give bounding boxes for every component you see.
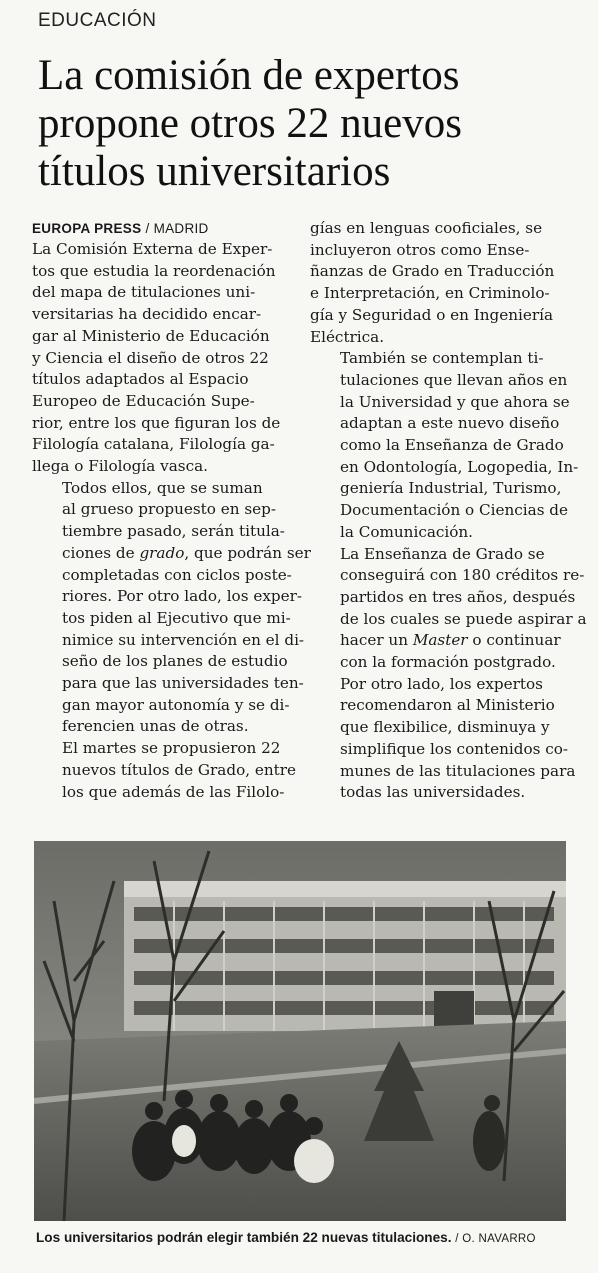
headline	[38, 52, 578, 196]
headline-line: propone otros 22 nuevos	[38, 100, 462, 147]
paragraph-line: El martes se propusieron 22	[62, 739, 281, 758]
paragraph-line: munes de las titulaciones para	[340, 761, 576, 780]
paragraph-line: del mapa de titulaciones uni-	[32, 283, 256, 302]
paragraph-line: con la formación postgrado.	[340, 653, 556, 672]
paragraph-line: para que las universidades ten-	[62, 674, 304, 693]
paragraph-line: como la Enseñanza de Grado	[340, 436, 564, 455]
paragraph-line: Europeo de Educación Supe-	[32, 391, 255, 410]
paragraph-line: Por otro lado, los expertos	[340, 674, 543, 693]
paragraph-line: seño de los planes de estudio	[62, 652, 288, 671]
italic-term: grado	[139, 543, 185, 562]
paragraph-line: que flexibilice, disminuya y	[340, 718, 550, 737]
paragraph-line: la Comunicación.	[340, 522, 474, 541]
paragraph-line: llega o Filología vasca.	[32, 457, 208, 476]
paragraph	[310, 674, 576, 804]
paragraph-line: los que además de las Filolo-	[62, 782, 285, 801]
paragraph	[32, 239, 290, 478]
paragraph-line: ciones de grado, que podrán ser	[62, 543, 311, 562]
paragraph-line: rior, entre los que figuran los de	[32, 413, 281, 432]
paragraph-line: gías en lenguas cooficiales, se	[310, 219, 543, 237]
paragraph-line: incluyeron otros como Ense-	[310, 240, 530, 259]
paragraph	[32, 738, 296, 803]
paragraph-line: Filología catalana, Filología ga-	[32, 435, 275, 454]
section-label: EDUCACIÓN	[38, 10, 157, 31]
paragraph-line: Eléctrica.	[310, 327, 385, 346]
paragraph-line: También se contemplan ti-	[340, 349, 544, 368]
paragraph-line: conseguirá con 180 créditos re-	[340, 566, 585, 585]
byline-separator: /	[145, 221, 150, 236]
paragraph-line: La Comisión Externa de Exper-	[32, 240, 273, 258]
paragraph-line: hacer un Master o continuar	[340, 631, 561, 650]
paragraph-line: nuevos títulos de Grado, entre	[62, 760, 296, 779]
paragraph-line: tiembre pasado, serán titula-	[62, 522, 285, 541]
paragraph-line: simplifique los contenidos co-	[340, 739, 568, 758]
photo-credit: / O. NAVARRO	[455, 1233, 536, 1245]
paragraph-line: Documentación o Ciencias de	[340, 501, 569, 520]
paragraph-line: todas las universidades.	[340, 783, 526, 802]
paragraph-line: riores. Por otro lado, los exper-	[62, 587, 302, 606]
italic-term: Master	[412, 631, 468, 650]
paragraph-line: títulos adaptados al Espacio	[32, 370, 249, 389]
paragraph	[310, 348, 579, 543]
paragraph-line: gar al Ministerio de Educación	[32, 326, 270, 345]
paragraph-line: recomendaron al Ministerio	[340, 696, 555, 715]
paragraph-line: al grueso propuesto en sep-	[62, 500, 276, 519]
byline-agency: EUROPA PRESS	[32, 221, 142, 236]
paragraph	[310, 218, 568, 348]
paragraph-line: de los cuales se puede aspirar a	[340, 609, 587, 628]
paragraph-line: en Odontología, Logopedia, In-	[340, 457, 579, 476]
paragraph-line: adaptan a este nuevo diseño	[340, 414, 560, 433]
paragraph-line: la Universidad y que ahora se	[340, 392, 570, 411]
paragraph-line: completadas con ciclos poste-	[62, 565, 292, 584]
photo-caption	[36, 1230, 566, 1245]
campus-photo	[34, 841, 566, 1221]
paragraph-line: tos piden al Ejecutivo que mi-	[62, 608, 291, 627]
paragraph-line: y Ciencia el diseño de otros 22	[32, 348, 269, 367]
headline-line: títulos universitarios	[38, 148, 391, 195]
paragraph-line: Todos ellos, que se suman	[62, 478, 263, 497]
right-column	[310, 218, 587, 804]
campus-photo-image	[34, 841, 566, 1221]
paragraph-line: geniería Industrial, Turismo,	[340, 479, 562, 498]
paragraph	[310, 544, 587, 674]
paragraph-line: versitarias ha decidido encar-	[32, 305, 262, 324]
headline-line: La comisión de expertos	[38, 52, 460, 99]
caption-text: Los universitarios podrán elegir también 22 nuevas titulaciones.	[36, 1230, 452, 1245]
byline	[32, 218, 290, 239]
paragraph-line: tulaciones que llevan años en	[340, 370, 568, 389]
paragraph-line: gía y Seguridad o en Ingeniería	[310, 305, 554, 324]
paragraph-line: ferencien unas de otras.	[62, 717, 249, 736]
paragraph	[32, 478, 311, 738]
left-column	[32, 218, 311, 803]
paragraph-line: tos que estudia la reordenación	[32, 261, 276, 280]
paragraph-line: gan mayor autonomía y se di-	[62, 695, 290, 714]
byline-city: MADRID	[153, 221, 209, 236]
paragraph-line: nimice su intervención en el di-	[62, 630, 305, 649]
paragraph-line: partidos en tres años, después	[340, 587, 576, 606]
paragraph-line: e Interpretación, en Criminolo-	[310, 284, 550, 303]
paragraph-line: La Enseñanza de Grado se	[340, 544, 545, 563]
paragraph-line: ñanzas de Grado en Traducción	[310, 262, 555, 281]
